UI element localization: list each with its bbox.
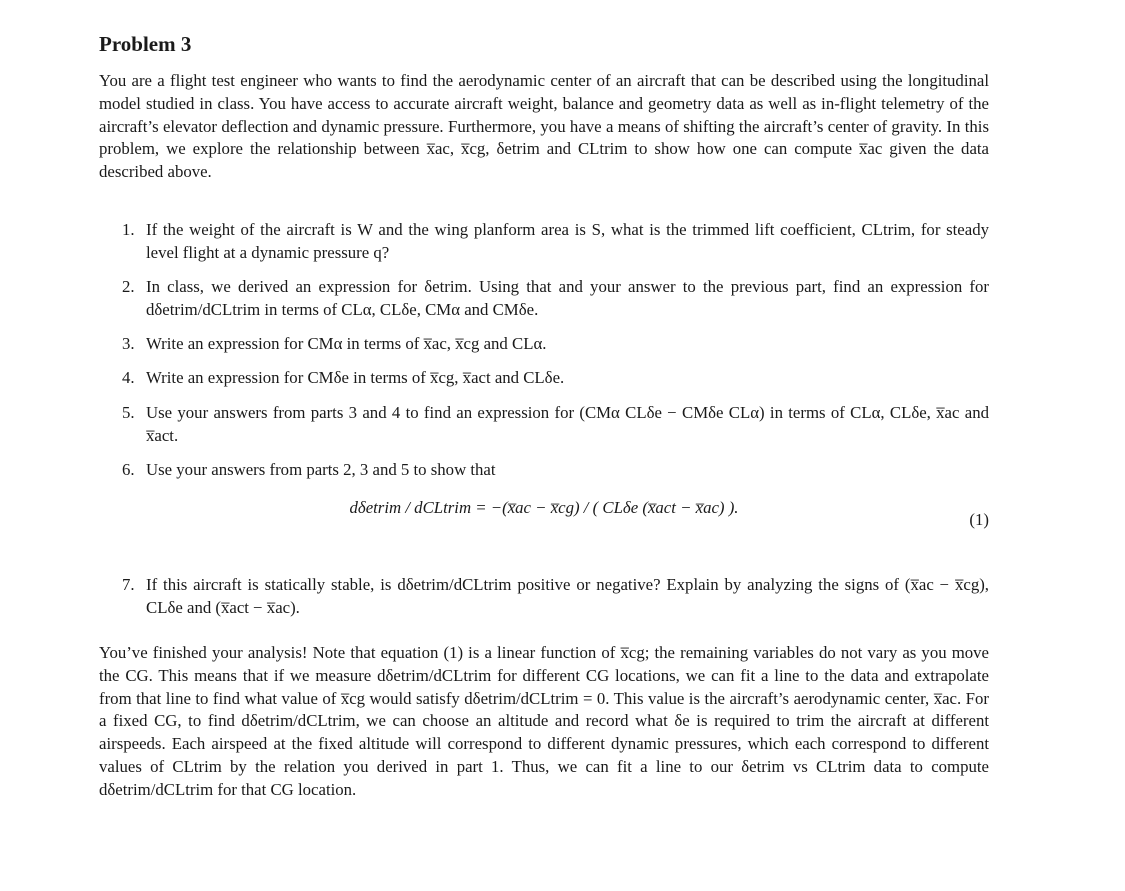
question-number: 5. [122,402,135,422]
equation-1 [99,494,989,550]
question-item-3 [122,333,989,356]
question-item-6 [122,459,989,482]
question-number: 7. [122,575,135,594]
question-list [122,219,989,493]
question-item-5 [122,402,989,448]
question-number: 6. [122,459,135,479]
intro-paragraph: You are a flight test engineer who wants to find the aerodynamic center of an aircraft that can be described using the longitudinal model studied in class. You have access to accurate aircraft weight, balance and geometry data as well as in-flight telemetry of the aircraft’s elevator deflection and dynamic pressure. Furthermore, you have a means of shifting the aircraft’s center of gravity. In this problem, we explore the relationship between x̅ac, x̅cg, δetrim and CLtrim to show how one can compute x̅ac given the data described above. [99,71,989,182]
question-item-4 [122,367,989,390]
question-number: 1. [122,220,135,239]
question-item-2 [122,276,989,322]
question-text: In class, we derived an expression for δetrim. Using that and your answer to the previous part, find an expression for dδetrim/dCLtrim in terms of CLα, CLδe, CMα and CMδe. [146,277,989,319]
question-text: If the weight of the aircraft is W and the wing planform area is S, what is the trimmed lift coefficient, CLtrim, for steady level flight at a dynamic pressure q? [146,220,989,262]
question-text: Write an expression for CMδe in terms of x̅cg, x̅act and CLδe. [146,368,565,388]
question-number: 3. [122,334,135,354]
question-list-continued [122,574,989,631]
question-number: 4. [122,368,135,388]
question-text: Use your answers from parts 3 and 4 to find an expression for (CMα CLδe − CMδe CLα) in terms of CLα, CLδe, x̅ac and x̅act. [146,402,989,445]
question-text: Write an expression for CMα in terms of x̅ac, x̅cg and CLα. [146,334,547,354]
equation-expression: dδetrim / dCLtrim = −(x̅ac − x̅cg) / ( CLδe (x̅act − x̅ac) ). [349,498,739,517]
question-text: Use your answers from parts 2, 3 and 5 to show that [146,459,496,479]
question-number: 2. [122,277,135,297]
problem-title: Problem 3 [99,32,192,56]
question-item-7 [122,574,989,620]
closing-paragraph: You’ve finished your analysis! Note that equation (1) is a linear function of x̅cg; the remaining variables do not vary as you move the CG. This means that if we measure dδetrim/dCLtrim for different CG locations, we can fit a line to the data and extrapolate from that line to find what value of x̅cg would satisfy dδetrim/dCLtrim = 0. This value is the aircraft’s aerodynamic center, x̅ac. For a fixed CG, to find dδetrim/dCLtrim, we can choose an altitude and record what δe is required to trim the aircraft at different airspeeds. Each airspeed at the fixed altitude will correspond to different dynamic pressures, which each correspond to different values of CLtrim by the relation you derived in part 1. Thus, we can fit a line to our δetrim vs CLtrim data to compute dδetrim/dCLtrim for that CG location. [99,643,989,799]
question-text: If this aircraft is statically stable, is dδetrim/dCLtrim positive or negative? Explain by analyzing the signs of (x̅ac − x̅cg), CLδe and (x̅act − x̅ac). [146,575,989,617]
question-item-1 [122,219,989,265]
equation-number: (1) [969,510,989,529]
